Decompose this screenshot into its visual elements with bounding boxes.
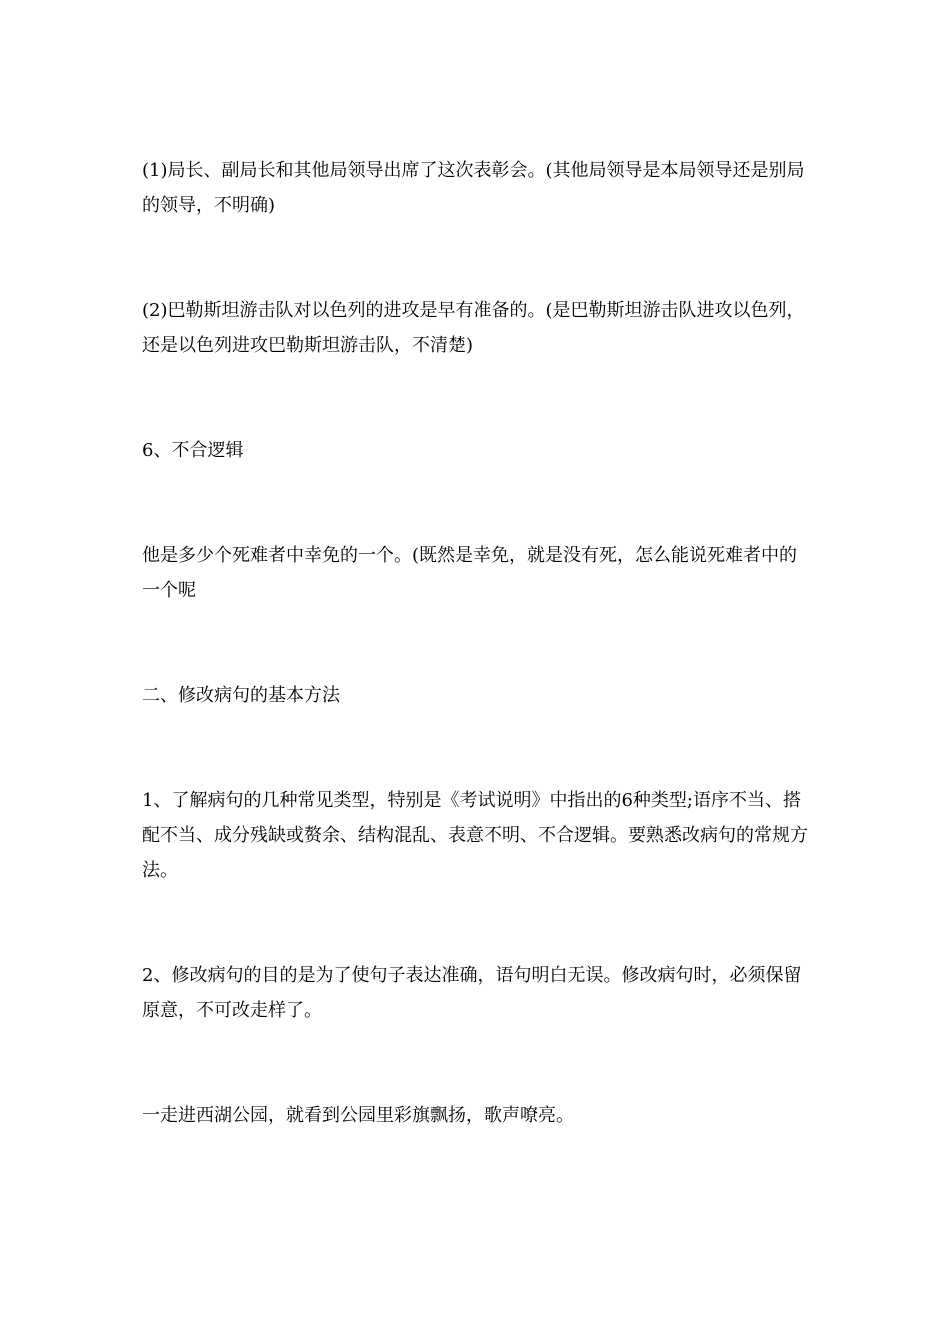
paragraph-illogical-example: 他是多少个死难者中幸免的一个。(既然是幸免，就是没有死，怎么能说死难者中的一个呢 [142,545,798,601]
section-heading-methods: 二、修改病句的基本方法 [142,685,340,706]
paragraph-example-2: (2)巴勒斯坦游击队对以色列的进攻是早有准备的。(是巴勒斯坦游击队进攻以色列，还是以色列进攻巴勒斯坦游击队，不清楚) [142,300,805,356]
paragraph-example-westlake: 一走进西湖公园，就看到公园里彩旗飘扬，歌声嘹亮。 [142,1105,574,1126]
paragraph-method-2: 2、修改病句的目的是为了使句子表达准确，语句明白无误。修改病句时，必须保留原意，不可改走样了。 [142,965,802,1021]
section-heading-illogical: 6、不合逻辑 [142,440,244,461]
paragraph-example-1: (1)局长、副局长和其他局领导出席了这次表彰会。(其他局领导是本局领导还是别局的领导，不明确) [142,160,805,216]
paragraph-method-1: 1、了解病句的几种常见类型，特别是《考试说明》中指出的6种类型;语序不当、搭配不当、成分残缺或赘余、结构混乱、表意不明、不合逻辑。要熟悉改病句的常规方法。 [142,790,808,881]
